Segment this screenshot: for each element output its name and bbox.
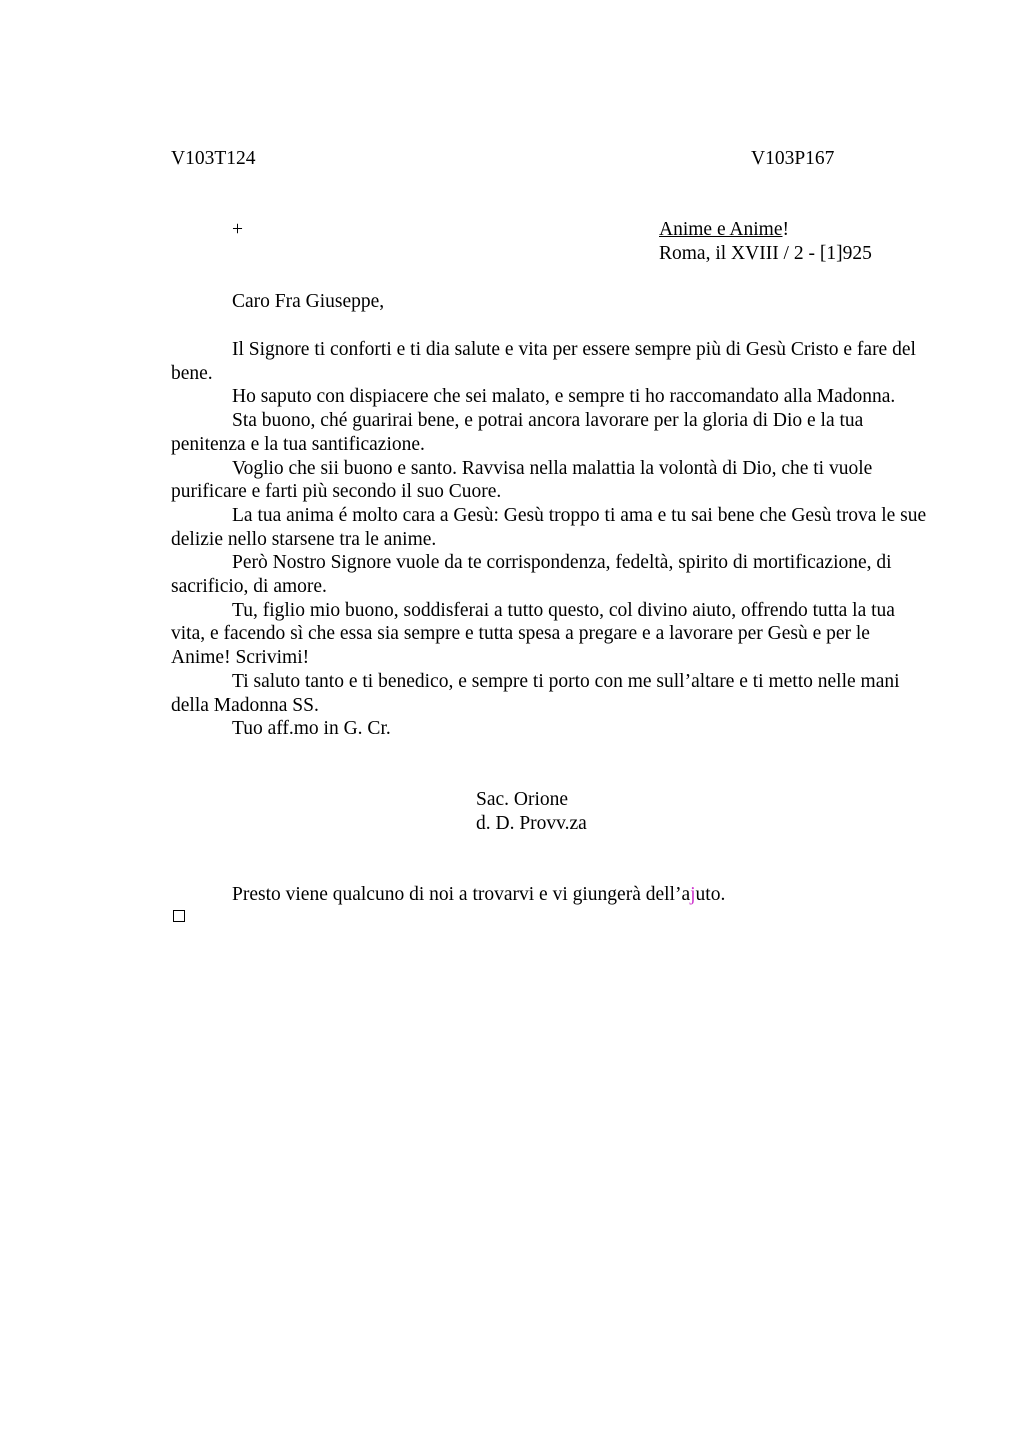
motto-suffix: ! xyxy=(782,219,789,240)
paragraph: La tua anima é molto cara a Gesù: Gesù troppo ti ama e tu sai bene che Gesù trova le sue delizie nello starsene tra le anime. xyxy=(171,504,927,550)
paragraph: Ho saputo con dispiacere che sei malato, e sempre ti ho raccomandato alla Madonna. xyxy=(232,386,896,408)
signature-title: d. D. Provv.za xyxy=(476,813,587,834)
paragraph: Voglio che sii buono e santo. Ravvisa nella malattia la volontà di Dio, che ti vuole purificare e farti più secondo il suo Cuore. xyxy=(171,457,873,503)
paragraph: Il Signore ti conforti e ti dia salute e vita per essere sempre più di Gesù Cristo e fare del bene. xyxy=(171,339,916,384)
empty-square-icon xyxy=(173,910,185,922)
postscript-text-after: uto. xyxy=(695,884,726,905)
postscript-text-before: Presto viene qualcuno di noi a trovarvi e vi giungerà dell’a xyxy=(232,884,691,905)
paragraph: Sta buono, ché guarirai bene, e potrai ancora lavorare per la gloria di Dio e la tua penitenza e la tua santificazione. xyxy=(171,410,864,455)
motto-underlined: Anime e Anime xyxy=(659,219,783,240)
postscript-highlight: j xyxy=(690,884,696,905)
closing: Tuo aff.mo in G. Cr. xyxy=(232,718,391,740)
postscript xyxy=(232,883,725,907)
archive-code-left: V103T124 xyxy=(171,148,256,169)
signature-name: Sac. Orione xyxy=(476,789,569,810)
cross-mark: + xyxy=(232,219,243,240)
letter-body xyxy=(171,338,931,741)
letter-date: Roma, il XVIII / 2 - [1]925 xyxy=(659,243,872,264)
paragraph: Tu, figlio mio buono, soddisferai a tutto questo, col divino aiuto, offrendo tutta la tua vita, e facendo sì che essa sia sempre e tutta spesa a pregare e a lavorare per Gesù e per le Anime! Scrivimi! xyxy=(171,599,895,669)
salutation: Caro Fra Giuseppe, xyxy=(232,291,385,312)
archive-code-right: V103P167 xyxy=(751,148,835,169)
motto xyxy=(659,218,789,242)
paragraph: Ti saluto tanto e ti benedico, e sempre ti porto con me sull’altare e ti metto nelle mani della Madonna SS. xyxy=(171,670,900,716)
paragraph: Però Nostro Signore vuole da te corrispondenza, fedeltà, spirito di mortificazione, di sacrificio, di amore. xyxy=(171,552,892,598)
